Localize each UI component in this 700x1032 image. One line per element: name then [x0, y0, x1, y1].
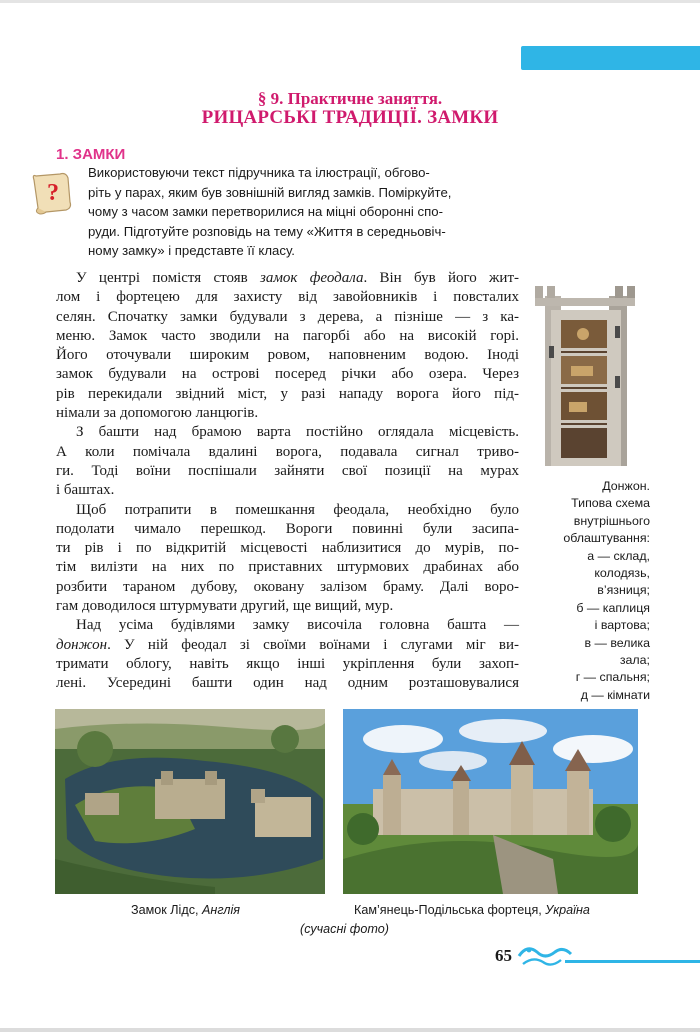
page-wave-ornament-icon [515, 938, 700, 974]
svg-text:?: ? [47, 180, 59, 206]
body-line: тім вилізти на них по приставних штурмових драбинах або [56, 559, 519, 576]
kamianets-country: Україна [545, 903, 590, 917]
leeds-caption [131, 903, 240, 917]
leeds-country: Англія [202, 903, 241, 917]
caption-line: зала; [619, 653, 650, 668]
caption-line: д — кімнати [580, 687, 650, 702]
task-line: ріть у парах, яким був зовнішній вигляд замків. Поміркуйте, [88, 184, 452, 200]
body-line: Над усіма будівлями замку височіла головна башта — [76, 617, 519, 634]
body-line: гам доводилося штурмувати другий, ще вищий, мур. [56, 598, 394, 615]
question-scroll-icon [30, 168, 74, 216]
body-line: замок будували на острові посеред річки або озера. Через [56, 366, 519, 383]
body-line: і баштах. [56, 482, 115, 499]
task-line: чому з часом замки перетворилися на міцні оборонні спо- [88, 204, 443, 219]
kamianets-fortress-photo [343, 709, 638, 894]
page-number: 65 [495, 946, 512, 965]
body-line: меню. Замок часто зводили на пагорбі або на високій горі. [56, 327, 519, 344]
body-line: селян. Спочатку замки будували з дерева, а пізніше — з ка- [56, 308, 519, 325]
task-line: ному замку» і представте її класу. [88, 243, 295, 258]
body-line: А коли помічала вдалині ворога, подавала сигнал триво- [56, 443, 519, 460]
page-top-edge [0, 0, 700, 3]
modern-note-text: (сучасні фото) [300, 922, 389, 936]
kamianets-caption [354, 903, 590, 917]
caption-line: Донжон. [602, 479, 650, 493]
body-line: розбити тараном дубову, оковану залізом браму. Далі воро- [56, 578, 519, 595]
leeds-castle-photo [55, 709, 325, 894]
body-line: ги. Тоді воїни поспішали зайняти свої позиції на мурах [56, 462, 519, 479]
task-line: руди. Підготуйте розповідь на тему «Життя в середньовіч- [88, 223, 446, 239]
body-line-0: У центрі помістя стояв замок феодала. Він був його жит- [76, 270, 520, 286]
body-line: лені. Усередині башти один над одним розташовувалися [56, 675, 519, 692]
caption-line: в’язниця; [597, 583, 650, 598]
body-line: тримати облогу, навіть якщо інші укріплення були захоп- [56, 655, 519, 672]
kamianets-caption-text: Кам’янець-Подільська фортеця, [354, 903, 546, 917]
caption-line: і вартова; [594, 618, 650, 633]
body-line: З башти над брамою варта постійно оглядала місцевість. [76, 424, 519, 441]
caption-line: облаштування: [563, 531, 650, 546]
caption-line: внутрішнього [573, 513, 650, 528]
body-line-19: донжон. У ній феодал зі своїми воїнами і слугами міг ви- [56, 636, 519, 653]
italic-term: донжон [56, 636, 108, 653]
task-line: Використовуючи текст підручника та ілюстрації, обгово- [88, 165, 430, 180]
body-line: рів перекидали звідний міст, у разі нападу ворога його під- [56, 385, 519, 402]
donjon-cutaway-illustration [531, 286, 641, 466]
caption-line: а — склад, [587, 548, 650, 563]
subheading: 1. ЗАМКИ [56, 146, 126, 163]
body-line: Його оточували широким ровом, наповненим водою. Іноді [56, 347, 519, 364]
body-text [56, 269, 519, 694]
section-title: РИЦАРСЬКІ ТРАДИЦІЇ. ЗАМКИ [201, 107, 499, 128]
body-line: німали за допомогою ланцюгів. [56, 405, 259, 422]
task-text [88, 163, 520, 261]
modern-photo-note [300, 922, 389, 936]
section-number: § 9. Практичне заняття. [257, 89, 443, 108]
caption-line: колодязь, [594, 566, 650, 581]
donjon-caption [528, 478, 650, 704]
chapter-tab-bar [521, 46, 700, 70]
caption-line: б — каплиця [576, 600, 650, 615]
body-line: подолати чимало перешкод. Вороги повинні були засипа- [56, 520, 519, 537]
caption-line: в — велика [584, 635, 650, 650]
leeds-caption-text: Замок Лідс, [131, 903, 202, 917]
body-line: лом і фортецею для захисту від завойовників і повсталих [56, 289, 519, 306]
body-line: ти рів і по відкритій місцевості наблизитися до мурів, по- [56, 540, 519, 557]
body-line: Щоб потрапити в помешкання феодала, необхідно було [76, 501, 519, 518]
caption-line: Типова схема [571, 496, 650, 511]
page-bottom-edge [0, 1028, 700, 1032]
caption-line: г — спальня; [575, 670, 650, 685]
italic-term: замок феодала [259, 270, 364, 286]
